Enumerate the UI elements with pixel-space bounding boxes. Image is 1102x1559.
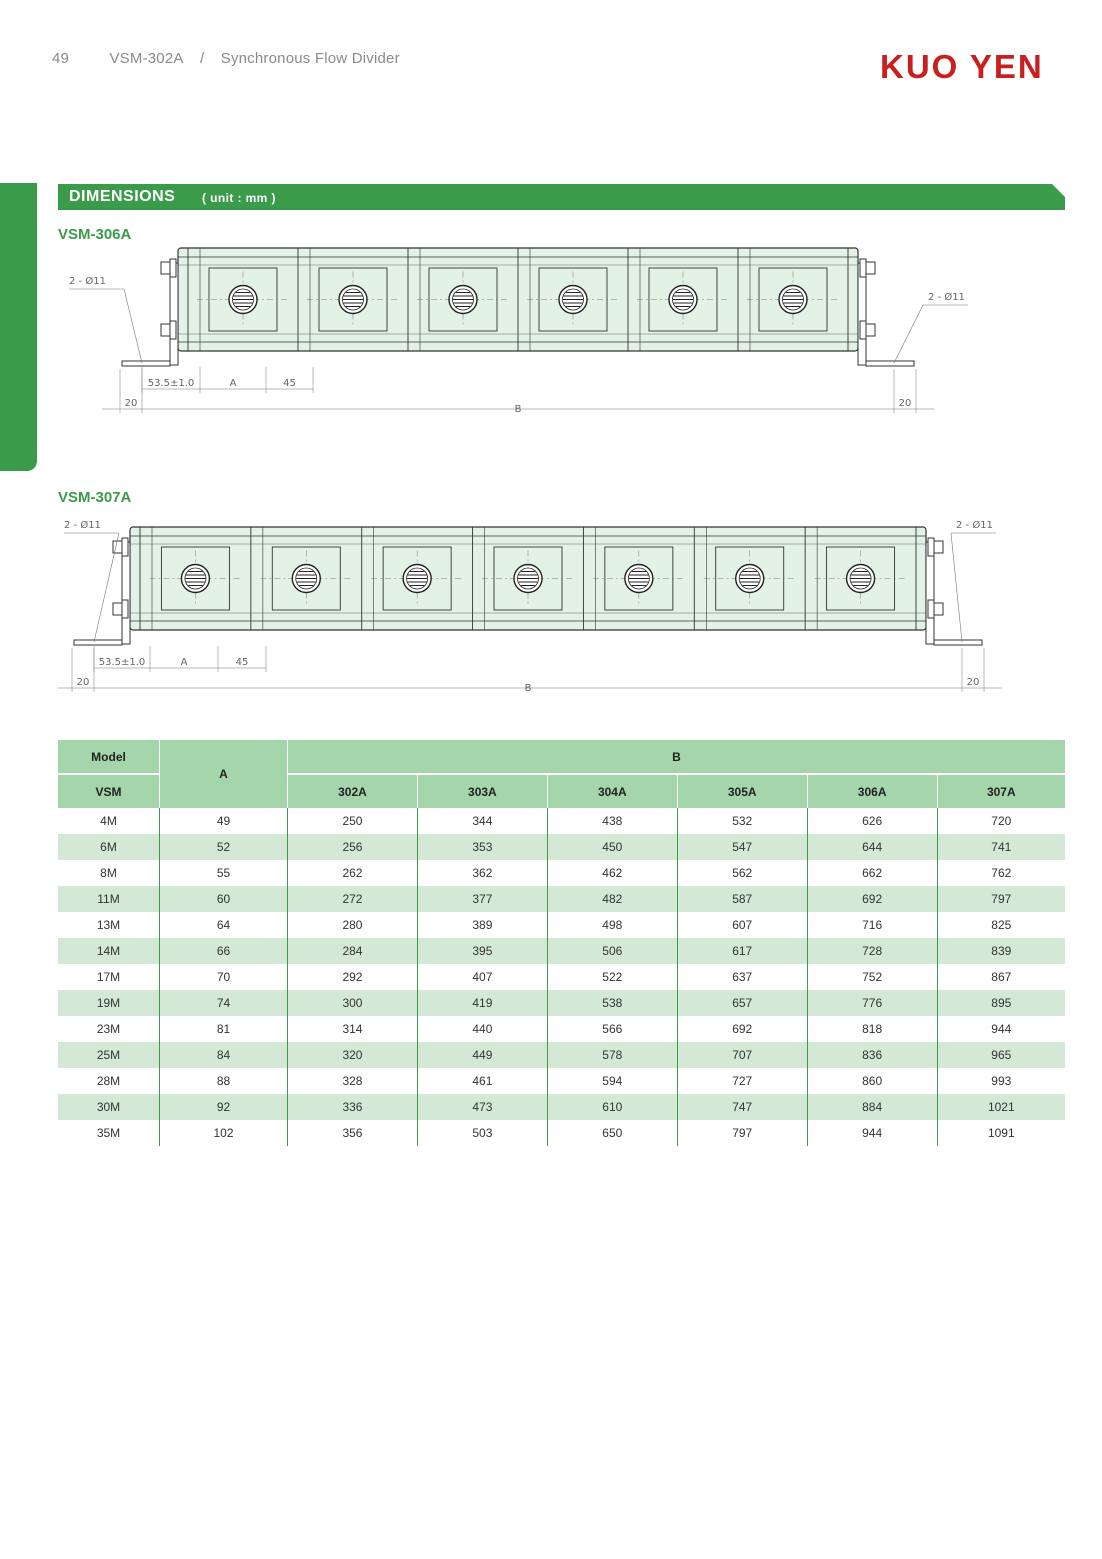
b-cell: 328 (288, 1068, 418, 1094)
b-cell: 503 (417, 1120, 547, 1146)
b-cell: 797 (937, 886, 1065, 912)
table-row (58, 808, 1065, 834)
b-cell: 314 (288, 1016, 418, 1042)
b-cell: 272 (288, 886, 418, 912)
b-cell: 637 (677, 964, 807, 990)
pump-body (178, 248, 858, 351)
b-cell: 562 (677, 860, 807, 886)
b-cell: 650 (547, 1120, 677, 1146)
b-cell: 728 (807, 938, 937, 964)
model-cell: 28M (58, 1068, 160, 1094)
section-title: DIMENSIONS (69, 188, 176, 205)
b-cell: 522 (547, 964, 677, 990)
b-cell: 944 (807, 1120, 937, 1146)
drawing-vsm-307a (58, 512, 1068, 702)
b-cell: 644 (807, 834, 937, 860)
pitch-label: 45 (235, 657, 249, 668)
product-name: Synchronous Flow Divider (220, 50, 400, 67)
pitch-label: 45 (283, 378, 296, 389)
table-row (58, 1120, 1065, 1146)
a-cell: 102 (160, 1120, 288, 1146)
a-cell: 64 (160, 912, 288, 938)
right-mounting-bracket (858, 259, 914, 366)
a-cell: 55 (160, 860, 288, 886)
b-cell: 300 (288, 990, 418, 1016)
table-row (58, 1094, 1065, 1120)
hole-label-right: 2 - Ø11 (956, 520, 993, 531)
side-tab (0, 183, 37, 471)
table-row (58, 834, 1065, 860)
b-cell: 607 (677, 912, 807, 938)
b-cell: 498 (547, 912, 677, 938)
section-unit: ( unit : mm ) (202, 191, 276, 205)
model-cell: 19M (58, 990, 160, 1016)
b-cell: 344 (417, 808, 547, 834)
a-cell: 70 (160, 964, 288, 990)
dimension-a-label: A (180, 657, 188, 668)
hole-label-right: 2 - Ø11 (928, 292, 965, 303)
model-cell: 23M (58, 1016, 160, 1042)
b-cell: 250 (288, 808, 418, 834)
b-cell: 692 (677, 1016, 807, 1042)
b-cell: 839 (937, 938, 1065, 964)
table-row (58, 990, 1065, 1016)
dimension-b-label: B (514, 404, 522, 415)
b-cell: 752 (807, 964, 937, 990)
table-row (58, 1068, 1065, 1094)
header-b-302a: 302A (288, 774, 418, 808)
b-cell: 741 (937, 834, 1065, 860)
b-cell: 547 (677, 834, 807, 860)
b-cell: 836 (807, 1042, 937, 1068)
right-mounting-bracket (926, 538, 982, 645)
table-row (58, 964, 1065, 990)
hole-label-left: 2 - Ø11 (64, 520, 101, 531)
b-cell: 825 (991, 918, 1012, 932)
b-cell: 532 (677, 808, 807, 834)
model-cell: 17M (58, 964, 160, 990)
product-code: VSM-302A (109, 50, 184, 67)
offset-label: 53.5±1.0 (98, 657, 146, 668)
b-cell: 353 (417, 834, 547, 860)
table-row (58, 912, 1065, 938)
a-cell: 74 (160, 990, 288, 1016)
b-cell: 594 (547, 1068, 677, 1094)
b-cell: 336 (288, 1094, 418, 1120)
b-cell: 473 (417, 1094, 547, 1120)
b-cell: 256 (288, 834, 418, 860)
a-cell: 81 (160, 1016, 288, 1042)
header-vsm: VSM (58, 774, 160, 808)
model-cell: 6M (58, 834, 160, 860)
b-cell: 797 (677, 1120, 807, 1146)
b-cell: 657 (677, 990, 807, 1016)
b-cell: 662 (807, 860, 937, 886)
b-cell: 438 (547, 808, 677, 834)
b-cell: 617 (677, 938, 807, 964)
b-cell: 482 (547, 886, 677, 912)
b-cell: 450 (547, 834, 677, 860)
model-cell: 8M (58, 860, 160, 886)
b-cell: 356 (288, 1120, 418, 1146)
b-cell: 692 (807, 886, 937, 912)
model-cell: 35M (58, 1120, 160, 1146)
a-cell: 92 (160, 1094, 288, 1120)
b-cell: 818 (807, 1016, 937, 1042)
hole-label-left: 2 - Ø11 (69, 276, 106, 287)
table-row (58, 860, 1065, 886)
b-cell: 449 (417, 1042, 547, 1068)
b-cell: 716 (807, 912, 937, 938)
header-model: Model (58, 740, 160, 774)
edge-right-label: 20 (898, 398, 912, 409)
header-b: B (288, 740, 1066, 774)
b-cell: 389 (417, 912, 547, 938)
b-cell: 407 (417, 964, 547, 990)
header-b-303a: 303A (417, 774, 547, 808)
b-cell: 461 (417, 1068, 547, 1094)
b-cell: 262 (288, 860, 418, 886)
b-cell: 587 (677, 886, 807, 912)
model-cell: 25M (58, 1042, 160, 1068)
table-row (58, 1042, 1065, 1068)
b-cell: 377 (417, 886, 547, 912)
b-cell: 727 (677, 1068, 807, 1094)
model-cell: 4M (58, 808, 160, 834)
header-b-304a: 304A (547, 774, 677, 808)
b-cell: 440 (417, 1016, 547, 1042)
b-cell: 867 (991, 970, 1012, 984)
edge-left-label: 20 (76, 677, 90, 688)
a-cell: 60 (160, 886, 288, 912)
header-b-307a: 307A (937, 774, 1065, 808)
a-cell: 52 (160, 834, 288, 860)
b-cell: 965 (937, 1042, 1065, 1068)
drawing-title-306a: VSM-306A (58, 226, 132, 243)
dimension-a-label: A (229, 378, 237, 389)
b-cell: 280 (288, 912, 418, 938)
edge-left-label: 20 (124, 398, 138, 409)
pump-body (130, 527, 926, 630)
b-cell: 395 (417, 938, 547, 964)
b-cell: 720 (991, 814, 1012, 828)
left-mounting-bracket (122, 259, 178, 366)
b-cell: 538 (547, 990, 677, 1016)
b-cell: 993 (991, 1074, 1012, 1088)
header-b-306a: 306A (807, 774, 937, 808)
table-row (58, 938, 1065, 964)
left-mounting-bracket (74, 538, 130, 645)
model-cell: 13M (58, 912, 160, 938)
a-cell: 66 (160, 938, 288, 964)
b-cell: 284 (288, 938, 418, 964)
model-cell: 11M (58, 886, 160, 912)
logo-text: KUO YEN (880, 48, 1044, 85)
b-cell: 610 (547, 1094, 677, 1120)
b-cell: 776 (807, 990, 937, 1016)
b-cell: 747 (677, 1094, 807, 1120)
b-cell: 1091 (987, 1126, 1015, 1140)
b-cell: 884 (807, 1094, 937, 1120)
page-header (52, 50, 400, 67)
header-separator: / (199, 50, 205, 67)
a-cell: 84 (160, 1042, 288, 1068)
drawing-vsm-306a (58, 238, 1068, 424)
model-cell: 30M (58, 1094, 160, 1120)
b-cell: 506 (547, 938, 677, 964)
b-cell: 320 (288, 1042, 418, 1068)
b-cell: 292 (288, 964, 418, 990)
drawing-title-307a: VSM-307A (58, 489, 132, 506)
b-cell: 578 (547, 1042, 677, 1068)
b-cell: 462 (547, 860, 677, 886)
table-row (58, 1016, 1065, 1042)
dimension-b-label: B (524, 683, 532, 694)
b-cell: 944 (991, 1022, 1012, 1036)
dimensions-table (58, 740, 1065, 1146)
b-cell: 566 (547, 1016, 677, 1042)
page-number: 49 (52, 50, 70, 67)
b-cell: 860 (807, 1068, 937, 1094)
b-cell: 895 (937, 990, 1065, 1016)
b-cell: 1021 (937, 1094, 1065, 1120)
b-cell: 626 (807, 808, 937, 834)
table-row (58, 886, 1065, 912)
edge-right-label: 20 (966, 677, 980, 688)
header-b-305a: 305A (677, 774, 807, 808)
kuo-yen-logo (878, 44, 1060, 86)
b-cell: 419 (417, 990, 547, 1016)
b-cell: 707 (677, 1042, 807, 1068)
model-cell: 14M (58, 938, 160, 964)
b-cell: 362 (417, 860, 547, 886)
offset-label: 53.5±1.0 (147, 378, 195, 389)
b-cell: 762 (991, 866, 1012, 880)
a-cell: 88 (160, 1068, 288, 1094)
a-cell: 49 (160, 808, 288, 834)
header-a: A (160, 740, 288, 808)
